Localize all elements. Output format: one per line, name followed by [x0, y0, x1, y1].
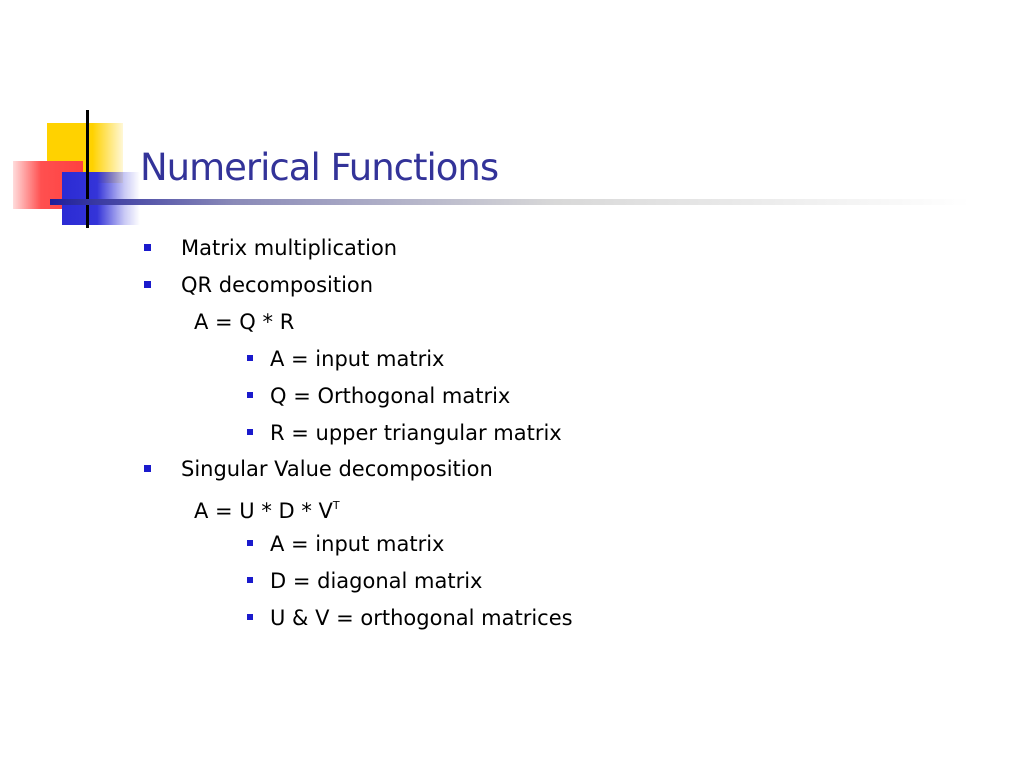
sub-list-item: D = diagonal matrix	[270, 569, 483, 593]
bullet-icon	[247, 577, 253, 583]
bullet-icon	[247, 355, 253, 361]
bullet-icon	[247, 429, 253, 435]
sub-list-item: R = upper triangular matrix	[270, 421, 562, 445]
sub-list-item: A = input matrix	[270, 532, 445, 556]
list-item: Matrix multiplication	[181, 236, 398, 260]
bullet-icon	[247, 614, 253, 620]
bullet-icon	[247, 540, 253, 546]
equation-text: A = U * D * V	[194, 499, 333, 523]
bullet-icon	[144, 244, 151, 251]
title-underline	[50, 199, 970, 205]
sub-list-item: U & V = orthogonal matrices	[270, 606, 573, 630]
bullet-icon	[144, 281, 151, 288]
sub-list-item: Q = Orthogonal matrix	[270, 384, 511, 408]
equation-line: A = Q * R	[194, 310, 295, 334]
transpose-superscript: T	[332, 499, 340, 512]
slide-title: Numerical Functions	[140, 146, 499, 189]
list-item: QR decomposition	[181, 273, 374, 297]
bullet-icon	[247, 392, 253, 398]
sub-list-item: A = input matrix	[270, 347, 445, 371]
equation-line	[194, 493, 340, 524]
list-item: Singular Value decomposition	[181, 457, 493, 481]
bullet-icon	[144, 465, 151, 472]
vertical-line	[86, 110, 89, 228]
